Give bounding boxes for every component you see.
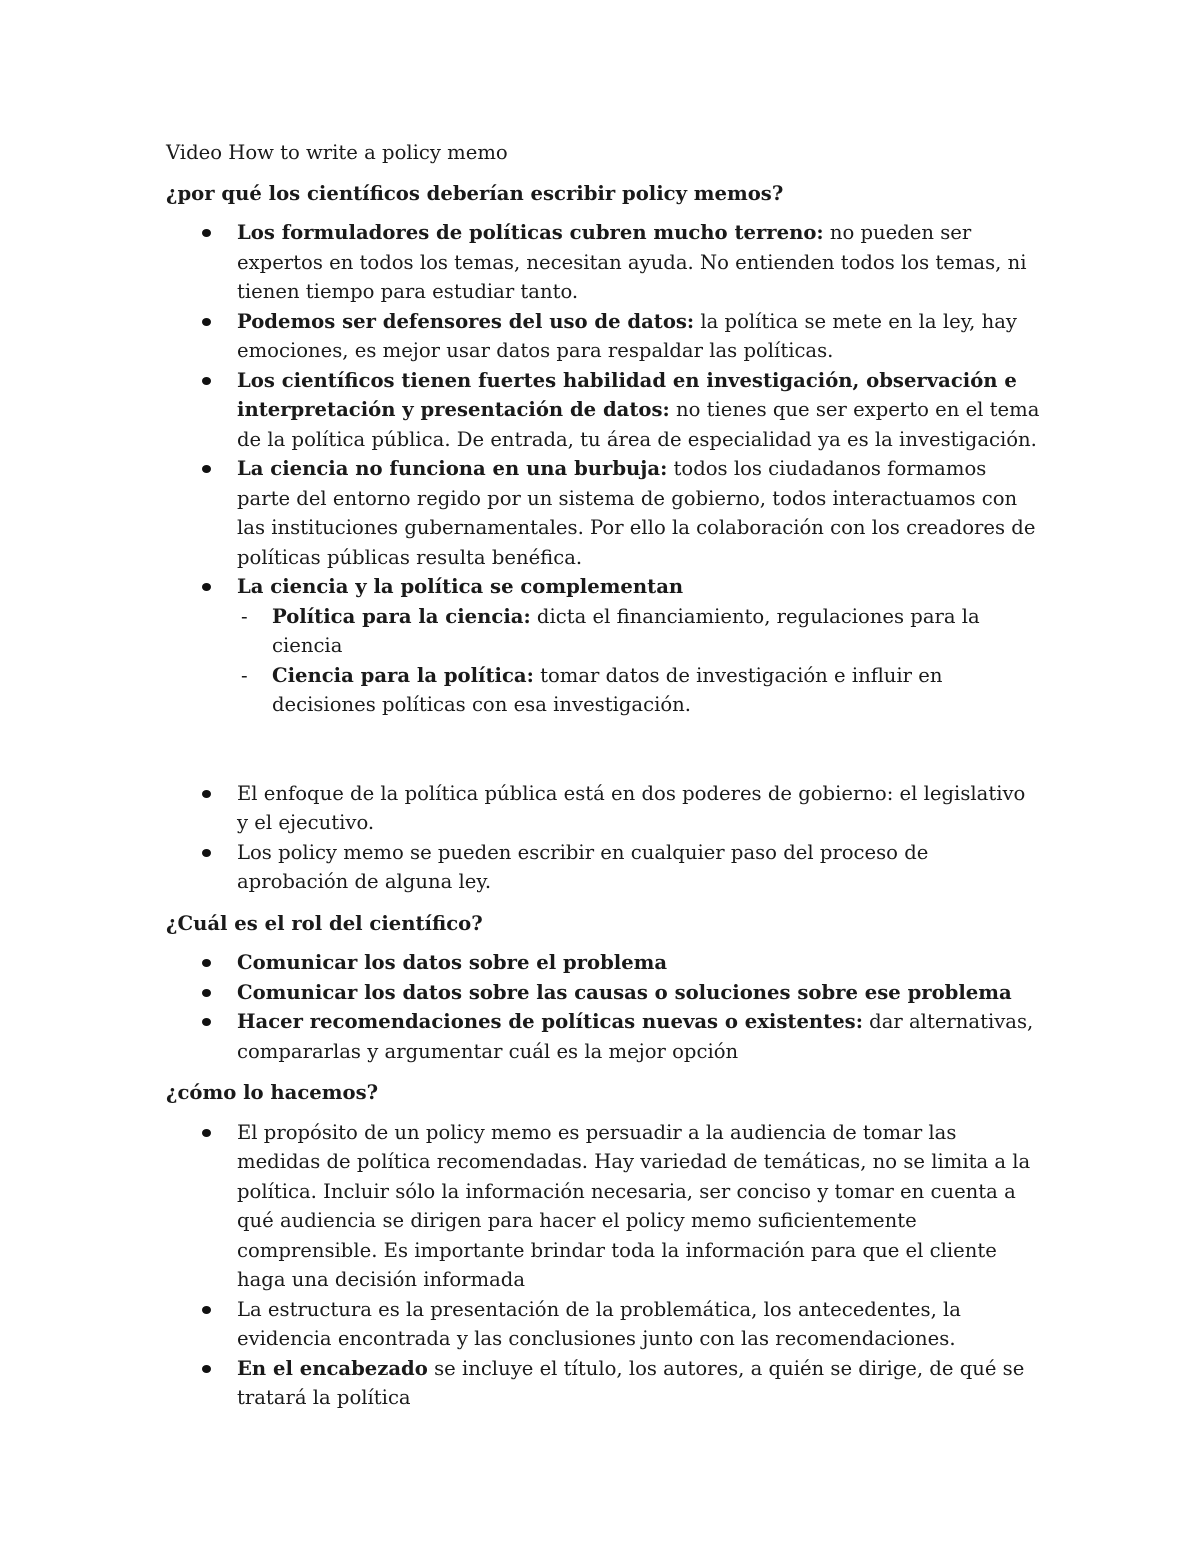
list-item — [237, 572, 1040, 720]
item-text: todos los ciudadanos formamos parte del entorno regido por un sistema de gobierno, todos interactuamos con las instituciones gubernamentales. Por ello la colaboración con los creadores de políticas públicas resulta benéfica. — [237, 457, 1036, 569]
item-lead: La ciencia no funciona en una burbuja: — [237, 457, 668, 480]
list-item — [237, 218, 1040, 307]
list-item — [237, 978, 1040, 1008]
item-text: dicta el financiamiento, regulaciones para la ciencia — [272, 604, 980, 657]
item-lead: En el encabezado — [237, 1356, 428, 1380]
list-item — [237, 307, 1040, 366]
item-text: La estructura es la presentación de la problemática, los antecedentes, la evidencia encontrada y las conclusiones junto con las recomendaciones. — [237, 1297, 961, 1350]
item-lead: La ciencia y la política se complementan — [237, 575, 684, 598]
sub-list — [237, 602, 1040, 720]
item-text: dar alternativas, compararlas y argumentar cuál es la mejor opción — [237, 1010, 1034, 1063]
list-item — [237, 1295, 1040, 1354]
list-item — [237, 454, 1040, 572]
sub-list-item — [272, 661, 1040, 720]
item-lead: Los científicos tienen fuertes habilidad en investigación, observación e interpretación y presentación de datos: — [237, 368, 1017, 421]
how-list — [166, 1118, 1040, 1413]
list-item: El enfoque de la política pública está en dos poderes de gobierno: el legislativo y el ejecutivo. — [237, 779, 1040, 838]
sub-list-item — [272, 602, 1040, 661]
item-text: tomar datos de investigación e influir en decisiones políticas con esa investigación. — [272, 663, 943, 716]
policy-focus-list — [166, 779, 1040, 897]
item-text: no pueden ser expertos en todos los temas, necesitan ayuda. No entienden todos los temas, ni tienen tiempo para estudiar tanto. — [237, 221, 1027, 303]
list-item — [237, 948, 1040, 978]
item-text: la política se mete en la ley, hay emociones, es mejor usar datos para respaldar las políticas. — [237, 309, 1017, 362]
item-text: El propósito de un policy memo es persuadir a la audiencia de tomar las medidas de política recomendadas. Hay variedad de temáticas, no se limita a la política. Incluir sólo la información necesaria, ser conciso y tomar en cuenta a qué audiencia se dirigen para hacer el policy memo suficientemente comprensible. Es importante brindar toda la información para que el cliente haga una decisión informada — [237, 1120, 1031, 1291]
item-lead: Política para la ciencia: — [272, 604, 531, 628]
list-item: Los policy memo se pueden escribir en cualquier paso del proceso de aprobación de alguna ley. — [237, 838, 1040, 897]
list-item — [237, 1118, 1040, 1295]
item-lead: Comunicar los datos sobre las causas o soluciones sobre ese problema — [237, 980, 1012, 1004]
list-item — [237, 366, 1040, 455]
item-lead: Hacer recomendaciones de políticas nuevas o existentes: — [237, 1010, 863, 1033]
item-text: no tienes que ser experto en el tema de la política pública. De entrada, tu área de especialidad ya es la investigación. — [237, 398, 1040, 451]
why-list — [166, 218, 1040, 720]
list-item — [237, 1007, 1040, 1066]
item-lead: Los formuladores de políticas cubren mucho terreno: — [237, 221, 824, 244]
section-heading-why: ¿por qué los científicos deberían escribir policy memos? — [166, 181, 784, 205]
item-lead: Comunicar los datos sobre el problema — [237, 951, 668, 974]
spacer — [166, 732, 1040, 779]
section-heading-how: ¿cómo lo hacemos? — [166, 1081, 379, 1104]
list-item — [237, 1354, 1040, 1413]
item-text: se incluye el título, los autores, a quién se dirige, de qué se tratará la política — [237, 1356, 1025, 1409]
role-list — [166, 948, 1040, 1066]
section-heading-role: ¿Cuál es el rol del científico? — [166, 911, 483, 935]
item-lead: Ciencia para la política: — [272, 663, 534, 687]
item-lead: Podemos ser defensores del uso de datos: — [237, 309, 695, 333]
document-title: Video How to write a policy memo — [166, 141, 508, 164]
